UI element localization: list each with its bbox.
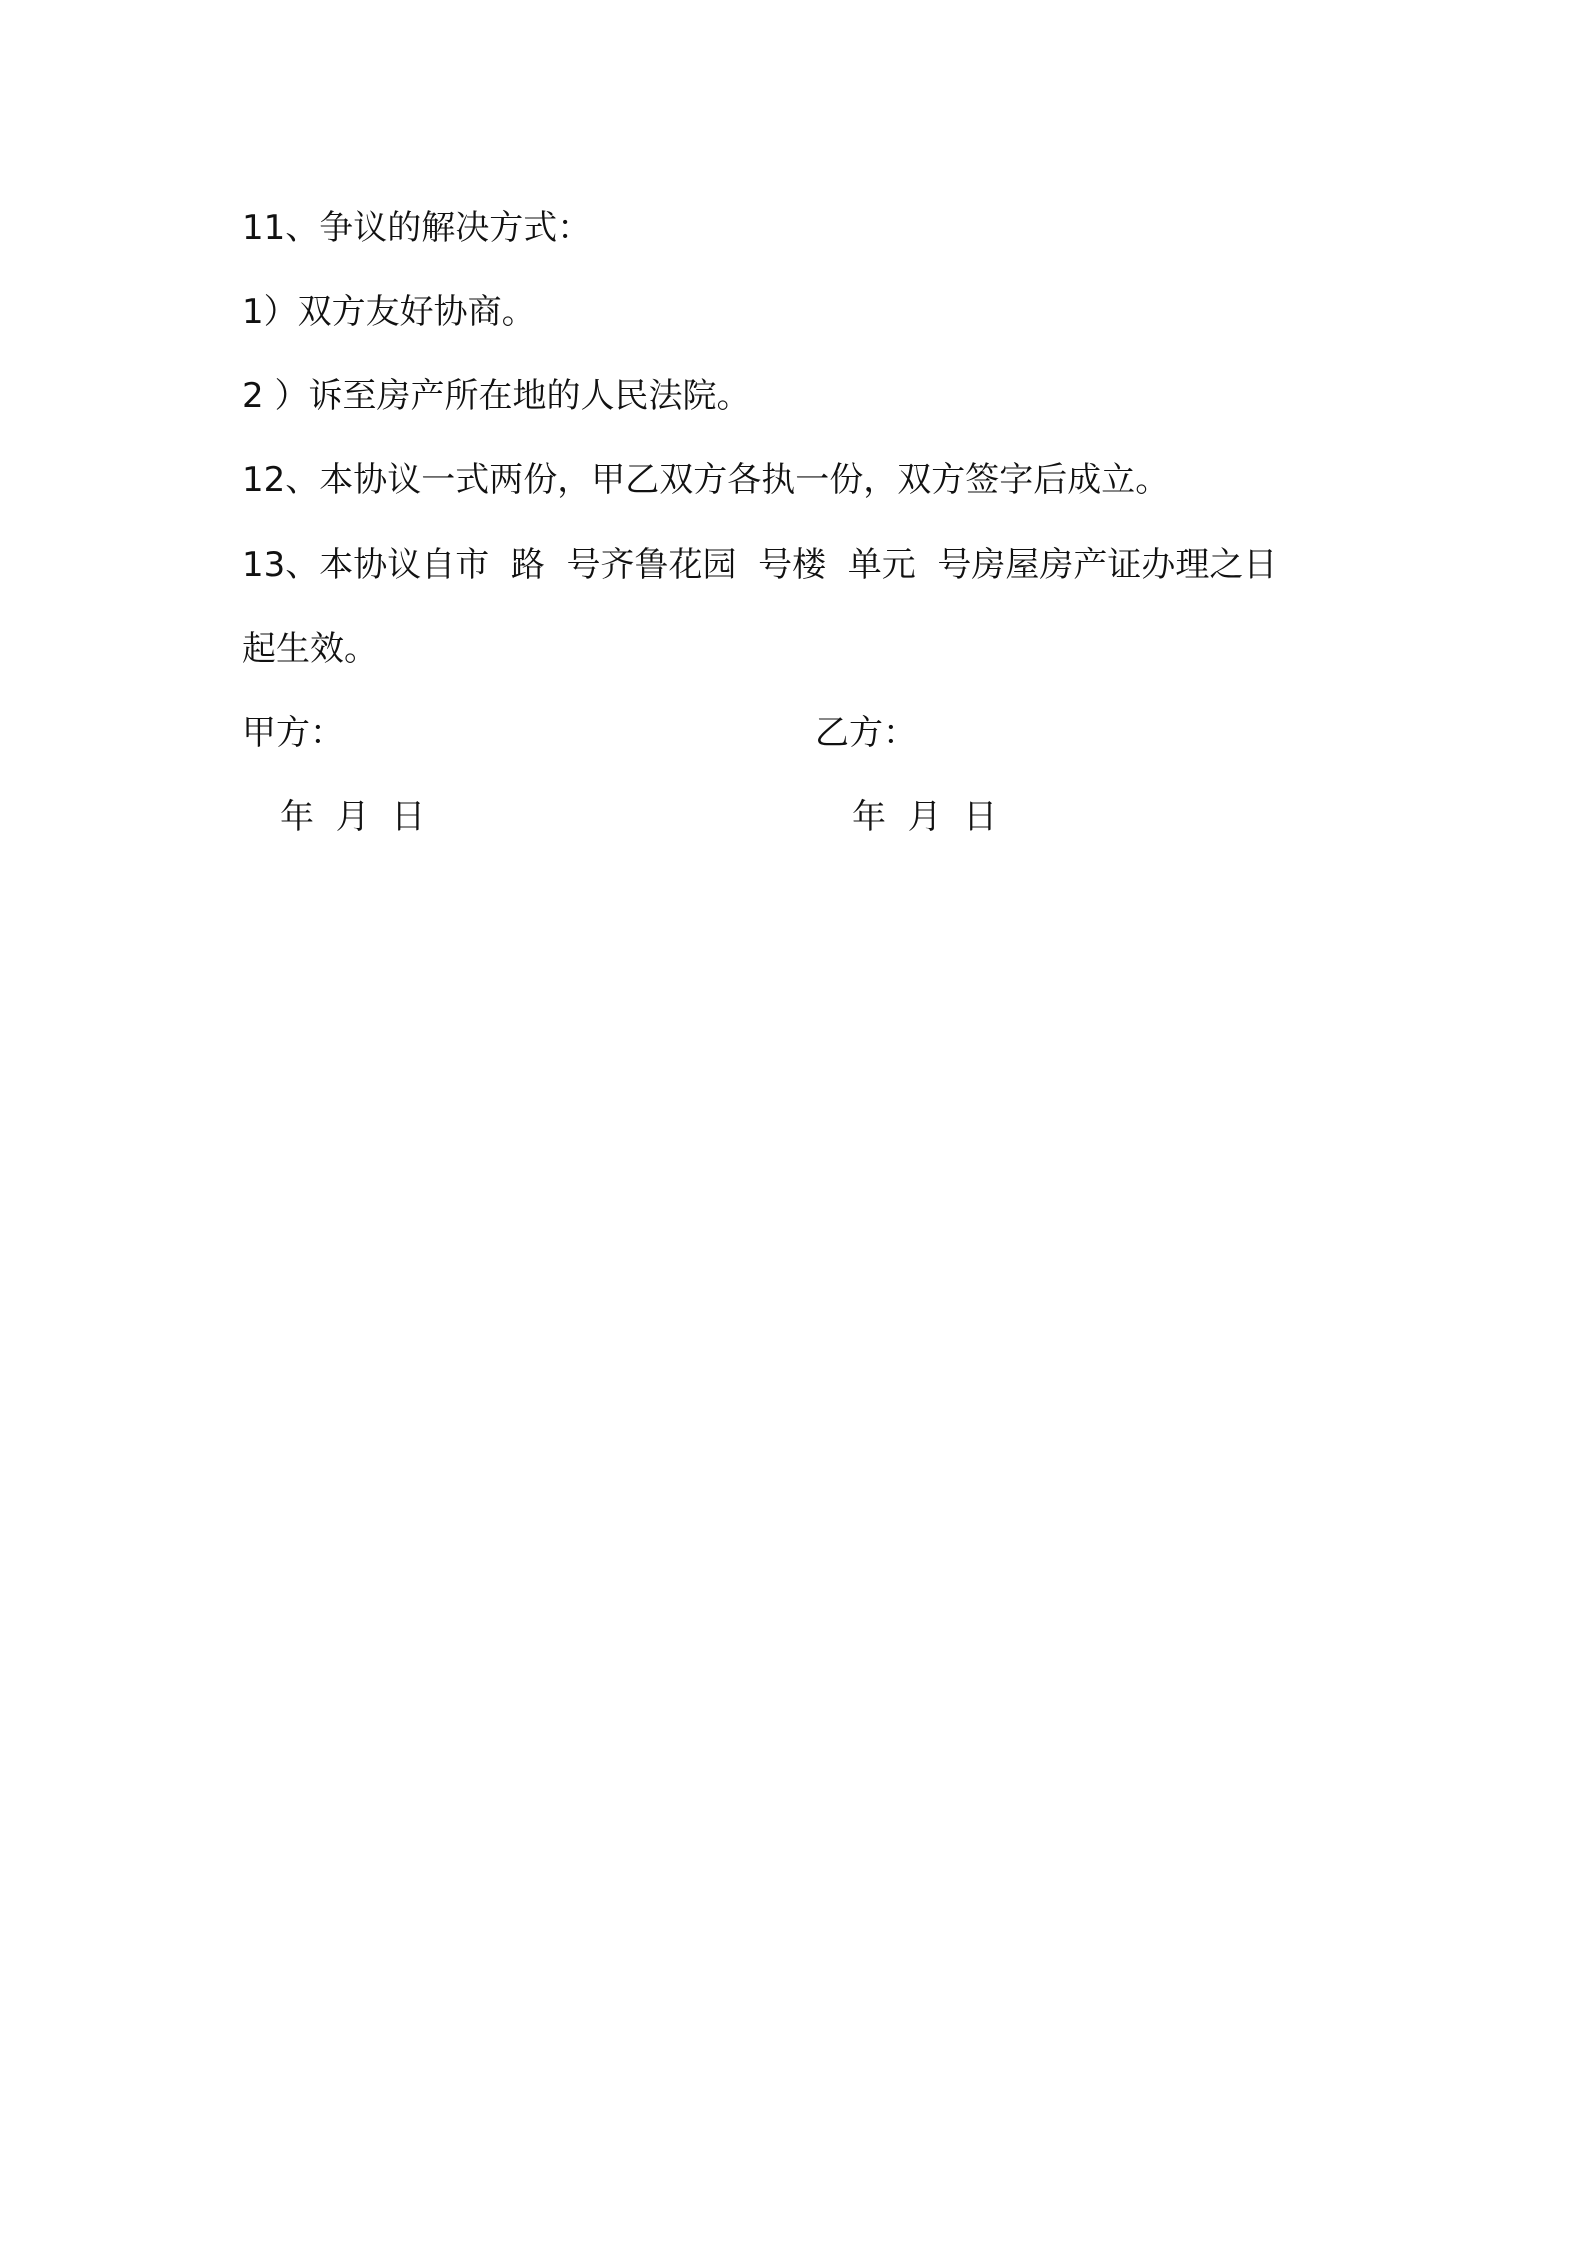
clause-11-title: 11、争议的解决方式： [242, 208, 592, 248]
clause-13-line-1: 13、本协议自市 路 号齐鲁花园 号楼 单元 号房屋房产证办理之日 [242, 545, 1278, 585]
party-a-date: 年 月 日 [280, 797, 426, 837]
clause-11-item-1: 1）双方友好协商。 [242, 292, 536, 332]
party-a-label: 甲方： [242, 713, 344, 753]
clause-11-item-2: 2 ）诉至房产所在地的人民法院。 [242, 376, 751, 416]
clause-12: 12、本协议一式两份，甲乙双方各执一份，双方签字后成立。 [242, 460, 1170, 500]
party-b-date: 年 月 日 [852, 797, 998, 837]
clause-13-line-2: 起生效。 [242, 629, 378, 669]
party-b-label: 乙方： [815, 713, 917, 753]
